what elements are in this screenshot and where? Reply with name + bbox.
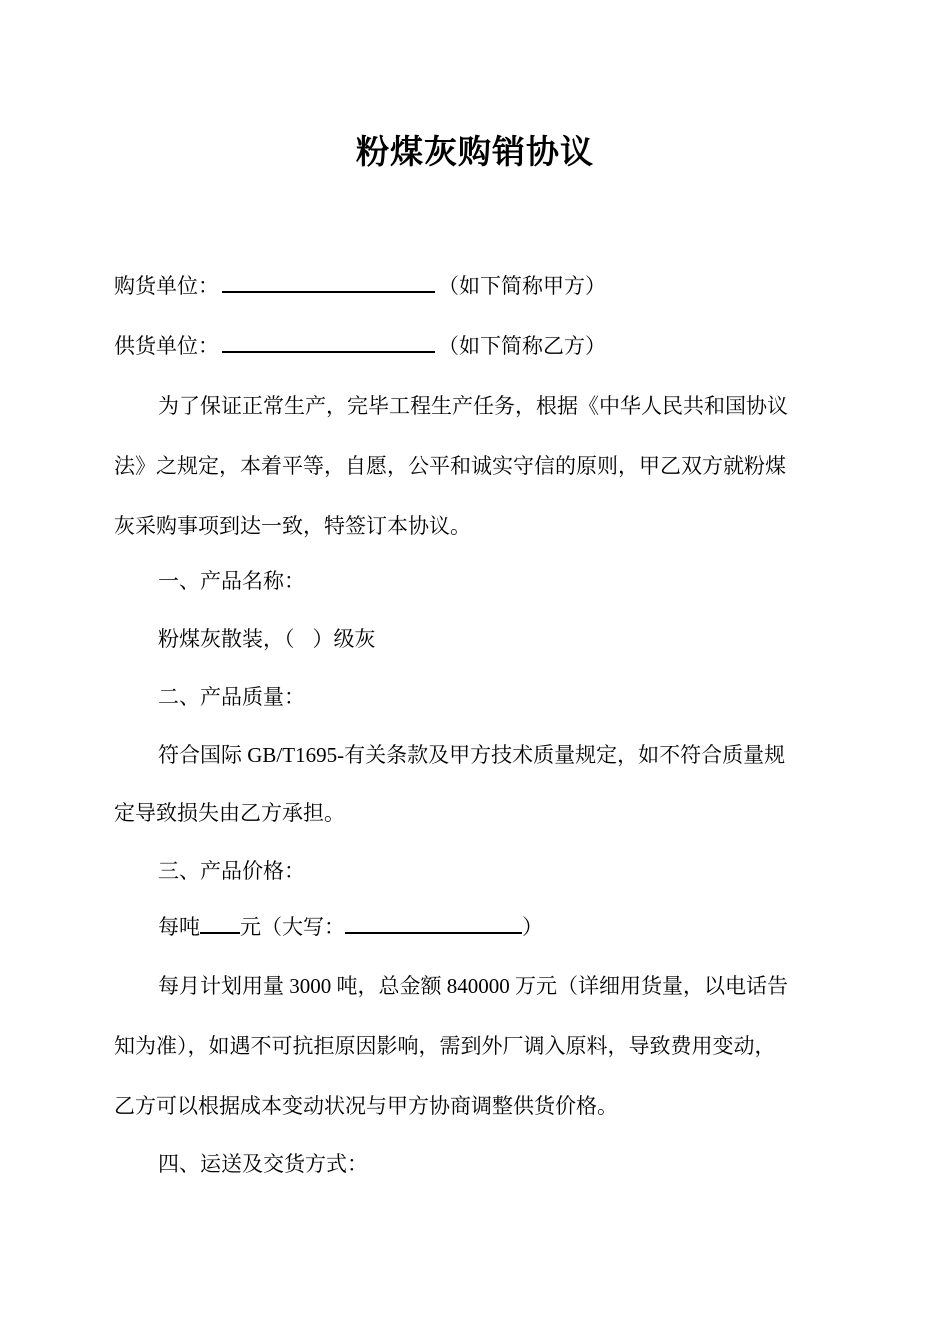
buyer-line (114, 271, 839, 301)
seller-blank (222, 331, 435, 353)
section-3-line-1: 每月计划用量 3000 吨，总金额 840000 万元（详细用货量，以电话告 (158, 974, 788, 998)
grade-suffix-text: ）级灰 (312, 627, 376, 651)
section-2-line-1: 符合国际 GB/T1695-有关条款及甲方技术质量规定，如不符合质量规 (158, 743, 786, 767)
price-prefix: 每吨 (158, 915, 200, 939)
section-3-line-2: 知为准），如遇不可抗拒原因影响，需到外厂调入原料，导致费用变动， (114, 1034, 776, 1058)
section-3-heading: 三、产品价格： (158, 859, 305, 883)
price-blank (200, 912, 240, 934)
product-name-text: 粉煤灰散装，（ (158, 627, 295, 651)
price-suffix: ） (522, 915, 543, 939)
price-line (158, 912, 839, 942)
section-1-content (158, 624, 839, 654)
section-2-heading: 二、产品质量： (158, 685, 305, 709)
price-uppercase-blank (345, 912, 522, 934)
price-mid: 元（大写： (240, 915, 345, 939)
seller-suffix: （如下简称乙方） (438, 334, 606, 358)
intro-line-1: 为了保证正常生产，完毕工程生产任务，根据《中华人民共和国协议 (158, 394, 788, 418)
section-4-heading: 四、运送及交货方式： (158, 1152, 368, 1176)
section-3-line-3: 乙方可以根据成本变动状况与甲方协商调整供货价格。 (114, 1094, 618, 1118)
intro-line-2: 法》之规定，本着平等，自愿，公平和诚实守信的原则，甲乙双方就粉煤 (114, 454, 786, 478)
buyer-suffix: （如下简称甲方） (438, 274, 606, 298)
section-1-heading: 一、产品名称： (158, 569, 305, 593)
section-2-line-2: 定导致损失由乙方承担。 (114, 801, 345, 825)
buyer-blank (222, 271, 435, 293)
intro-line-3: 灰采购事项到达一致，特签订本协议。 (114, 514, 471, 538)
seller-label: 供货单位： (114, 334, 219, 358)
document-title: 粉煤灰购销协议 (356, 135, 594, 171)
buyer-label: 购货单位： (114, 274, 219, 298)
seller-line (114, 331, 839, 361)
